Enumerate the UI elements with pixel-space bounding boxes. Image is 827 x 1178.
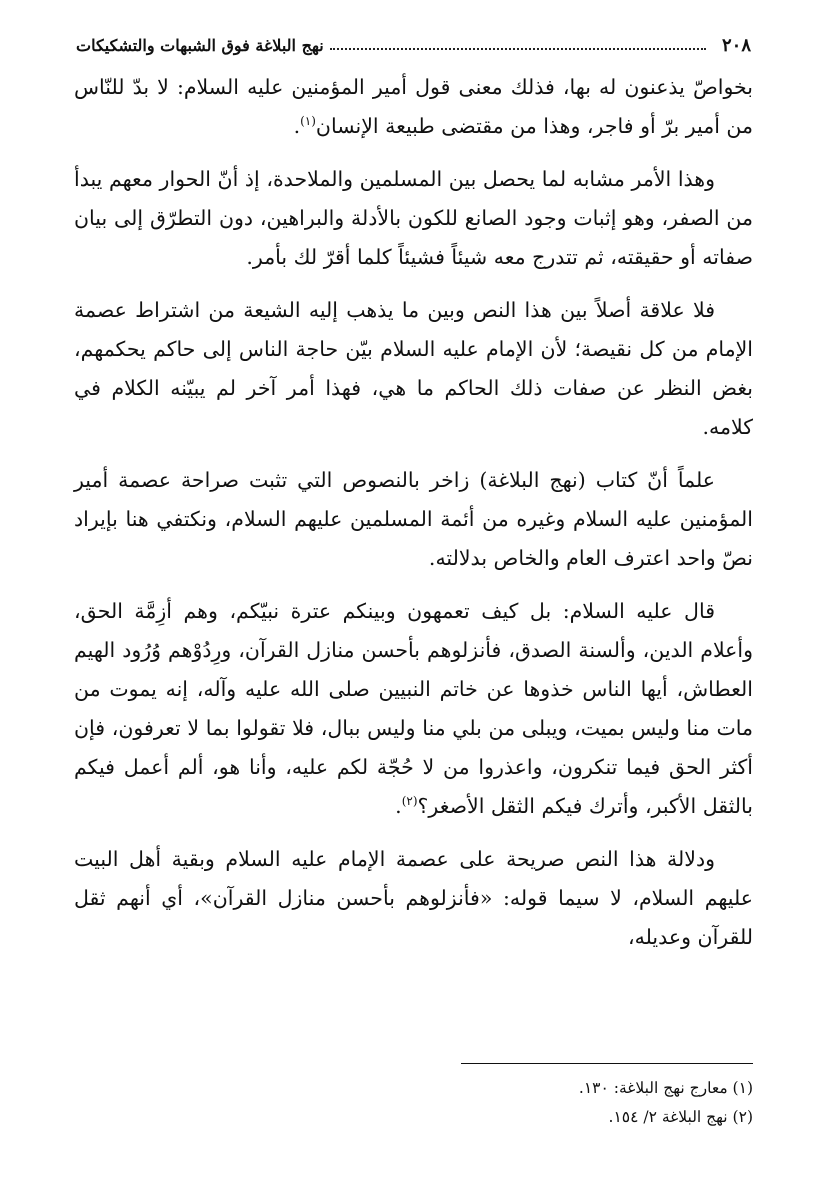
paragraph-3: فلا علاقة أصلاً بين هذا النص وبين ما يذهب إليه الشيعة من اشتراط عصمة الإمام من كل نقيصة؛ لأن الإمام عليه السلام بيّن حاجة الناس إلى حاكم يحكمهم، بغض النظر عن صفات ذلك الحاكم ما هي، فهذا أمر آخر لم يبيّنه الكلام في كلامه. — [74, 298, 753, 439]
footnote-ref-2[interactable]: (٢) — [401, 794, 418, 809]
footnote-divider — [461, 1063, 753, 1064]
paragraph-text: بخواصّ يذعنون له بها، فذلك معنى قول أمير المؤمنين عليه السلام: لا بدّ للنّاس من أمير برّ أو فاجر، وهذا من مقتضى طبيعة الإنسان — [74, 75, 753, 138]
body-text — [74, 68, 753, 971]
paragraph-text: قال عليه السلام: بل كيف تعمهون وبينكم عترة نبيّكم، وهم أزِمَّة الحق، وأعلام الدين، وألسنة الصدق، فأنزلوهم بأحسن منازل القرآن، ورِدُوْهم وُرُود الهيم العطاش، أيها الناس خذوها عن خاتم النبيين صلى الله عليه وآله، إنه يموت من مات منا وليس بميت، ويبلى من بلي منا وليس ببال، فلا تقولوا بما لا تعرفون، فإن أكثر الحق فيما تنكرون، واعذروا من لا حُجّة لكم عليه، وأنا هو، ألم أعمل فيكم بالثقل الأكبر، وأترك فيكم الثقل الأصغر؟ — [74, 599, 754, 818]
paragraph-end: . — [293, 114, 301, 138]
footnotes — [74, 1074, 753, 1132]
page-number: ٢٠٨ — [721, 34, 751, 56]
paragraph-end: . — [395, 794, 402, 818]
footnote-ref-1[interactable]: (١) — [300, 114, 316, 129]
paragraph-4: علماً أنّ كتاب (نهج البلاغة) زاخر بالنصوص التي تثبت صراحة عصمة أمير المؤمنين عليه السلام وغيره من أئمة المسلمين عليهم السلام، ونكتفي هنا بإيراد نصّ واحد اعترف العام والخاص بدلالته. — [74, 468, 753, 570]
book-title: نهج البلاغة فوق الشبهات والتشكيكات — [76, 35, 324, 55]
running-header — [76, 30, 751, 60]
footnote-1: (١) معارج نهج البلاغة: ١٣٠. — [578, 1079, 753, 1097]
paragraph-2: وهذا الأمر مشابه لما يحصل بين المسلمين والملاحدة، إذ أنّ الحوار معهم يبدأ من الصفر، وهو إثبات وجود الصانع للكون بالأدلة والبراهين، دون التطرّق إلى بيان صفاته أو حقيقته، ثم تتدرج معه شيئاً فشيئاً كلما أقرّ لك بأمر. — [74, 167, 753, 269]
paragraph-5 — [74, 592, 753, 826]
header-leader-dots — [330, 48, 706, 50]
footnote-2: (٢) نهج البلاغة ٢/ ١٥٤. — [608, 1108, 753, 1126]
paragraph-1 — [74, 68, 753, 146]
paragraph-6: ودلالة هذا النص صريحة على عصمة الإمام عليه السلام وبقية أهل البيت عليهم السلام، لا سيما قوله: «فأنزلوهم بأحسن منازل القرآن»، أي أنهم ثقل للقرآن وعديله، — [74, 847, 753, 949]
